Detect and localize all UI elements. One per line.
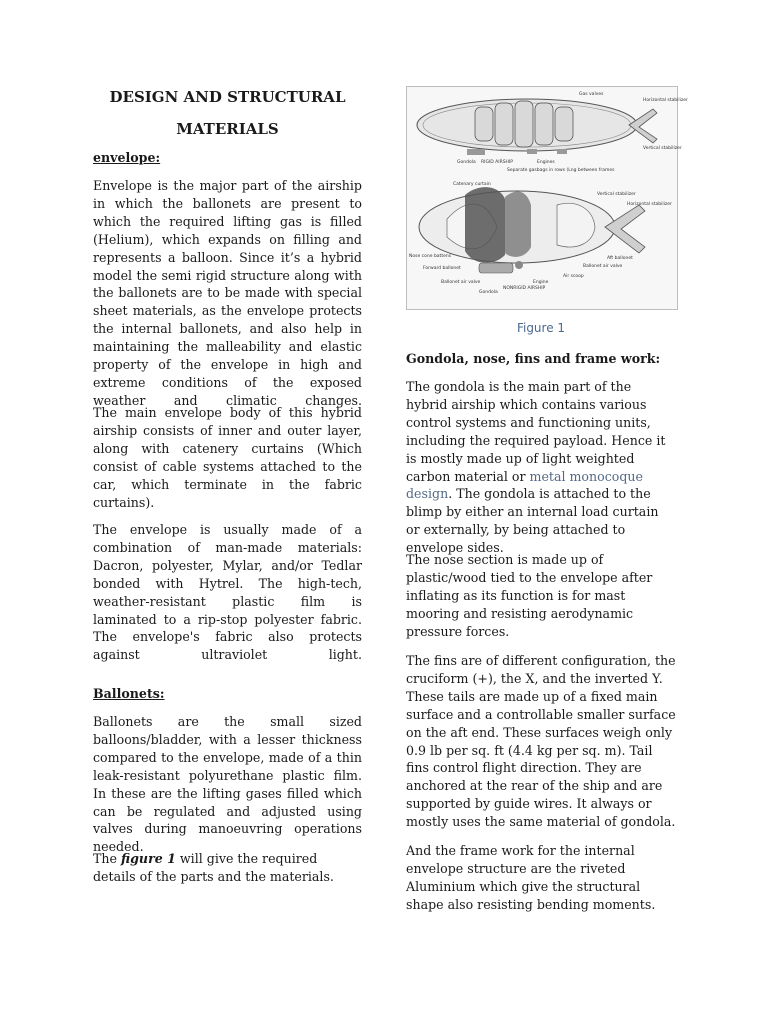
label-rigid-airship: RIGID AIRSHIP <box>481 160 513 165</box>
airship-diagram <box>407 87 688 309</box>
fins-paragraph: The fins are of different configuration, the cruciform (+), the X, and the inverted Y. These tails are made up of a fixed main surface and a controllable smaller surface on the aft end. These surfaces weigh only 0.9 lb per sq. ft (4.4 kg per sq. m). Tail fins control flight direction. They are anchored at the rear of the ship and are supported by guide wires. It always or mostly uses the same material of gondola. <box>406 653 676 830</box>
page-title-line2: MATERIALS <box>176 120 279 138</box>
label-nonrigid-airship: NONRIGID AIRSHIP <box>503 286 546 291</box>
label-aft-ballonet: Aft ballonet <box>607 256 633 261</box>
metal-monocoque-link[interactable]: metal monocoque design <box>406 468 643 502</box>
label-ballonet-air-valve: Ballonet air valve <box>583 264 623 269</box>
nose-paragraph: The nose section is made up of plastic/wood tied to the envelope after inflating as its function is for mast mooring and resisting aerodynamic pressure forces. <box>406 552 653 639</box>
figure-ref-post: will give the required details of the parts and the materials. <box>93 851 334 884</box>
frame-paragraph: And the frame work for the internal envelope structure are the riveted Aluminium which give the structural shape also resisting bending moments. <box>406 843 656 912</box>
envelope-paragraph-1: Envelope is the major part of the airship in which the ballonets are present to which the required lifting gas is filled (Helium), which expands on filling and represents a balloon. Since it’s a hybrid model the semi rigid structure along with the ballonets are to be made with special sheet materials, as the envelope protects the internal ballonets, and also help in maintaining the malleability and elastic property of the envelope in high and extreme conditions of the exposed weather and climatic changes. <box>93 178 362 408</box>
label-engine: Engine <box>533 280 549 285</box>
envelope-heading: envelope: <box>93 150 161 165</box>
ballonets-heading: Ballonets: <box>93 686 165 701</box>
figure-caption: Figure 1 <box>516 321 566 335</box>
ballonets-paragraph: Ballonets are the small sized balloons/bladder, with a lesser thickness compared to the envelope, made of a thin leak-resistant polyurethane plastic film. In these are the lifting gases filled which can be regulated and adjusted using valves during manoeuvring operations needed. <box>93 714 362 855</box>
label-ballonet-air-valve-2: Ballonet air valve <box>441 280 481 285</box>
label-gondola-2: Gondola <box>479 290 498 295</box>
label-gas-valves: Gas valves <box>579 92 604 97</box>
rigid-airship-drawing <box>417 99 657 155</box>
envelope-paragraph-2: The main envelope body of this hybrid airship consists of inner and outer layer, along with catenery curtains (Which consist of cable systems attached to the car, which terminate in the fabric curtains). <box>93 405 362 510</box>
figure-ref-pre: The <box>93 851 121 866</box>
label-vertical-stabilizer-2: Vertical stabilizer <box>597 192 636 197</box>
figure-ref-emphasis: figure 1 <box>120 851 176 866</box>
label-air-scoop: Air scoop <box>563 274 584 279</box>
gondola-text-a: The gondola is the main part of the hybrid airship which contains various control systems and functioning units, including the required payload. Hence it is mostly made up of light weighted carbon material or <box>406 379 666 484</box>
label-catenary-curtain: Catenary curtain <box>453 182 491 187</box>
figure-reference-paragraph <box>93 850 362 886</box>
label-horizontal-stabilizer: Horizontal stabilizer <box>643 98 688 103</box>
label-horizontal-stabilizer-2: Horizontal stabilizer <box>627 202 672 207</box>
gondola-text-b: . The gondola is attached to the blimp by either an internal load curtain or externally, by being attached to envelope sides. <box>406 486 659 556</box>
gondola-heading: Gondola, nose, fins and frame work: <box>406 351 661 366</box>
envelope-paragraph-3: The envelope is usually made of a combination of man-made materials: Dacron, polyester, Mylar, and/or Tedlar bonded with Hytrel. The high-tech, weather-resistant plastic film is laminated to a rip-stop polyester fabric. The envelope's fabric also protects against ultraviolet light. <box>93 522 362 663</box>
label-engines: Engines <box>537 160 555 165</box>
label-vertical-stabilizer: Vertical stabilizer <box>643 146 682 151</box>
label-forward-ballonet: Forward ballonet <box>423 266 461 271</box>
label-nose-cone-battens: Nose cone battens <box>409 254 452 259</box>
label-gondola: Gondola <box>457 160 476 165</box>
page-title-line1: DESIGN AND STRUCTURAL <box>109 88 346 106</box>
label-separate-gasbags: Separate gasbags in rows (Lng between frames <box>507 168 615 173</box>
gondola-paragraph <box>406 378 676 557</box>
airship-figure <box>406 86 688 310</box>
